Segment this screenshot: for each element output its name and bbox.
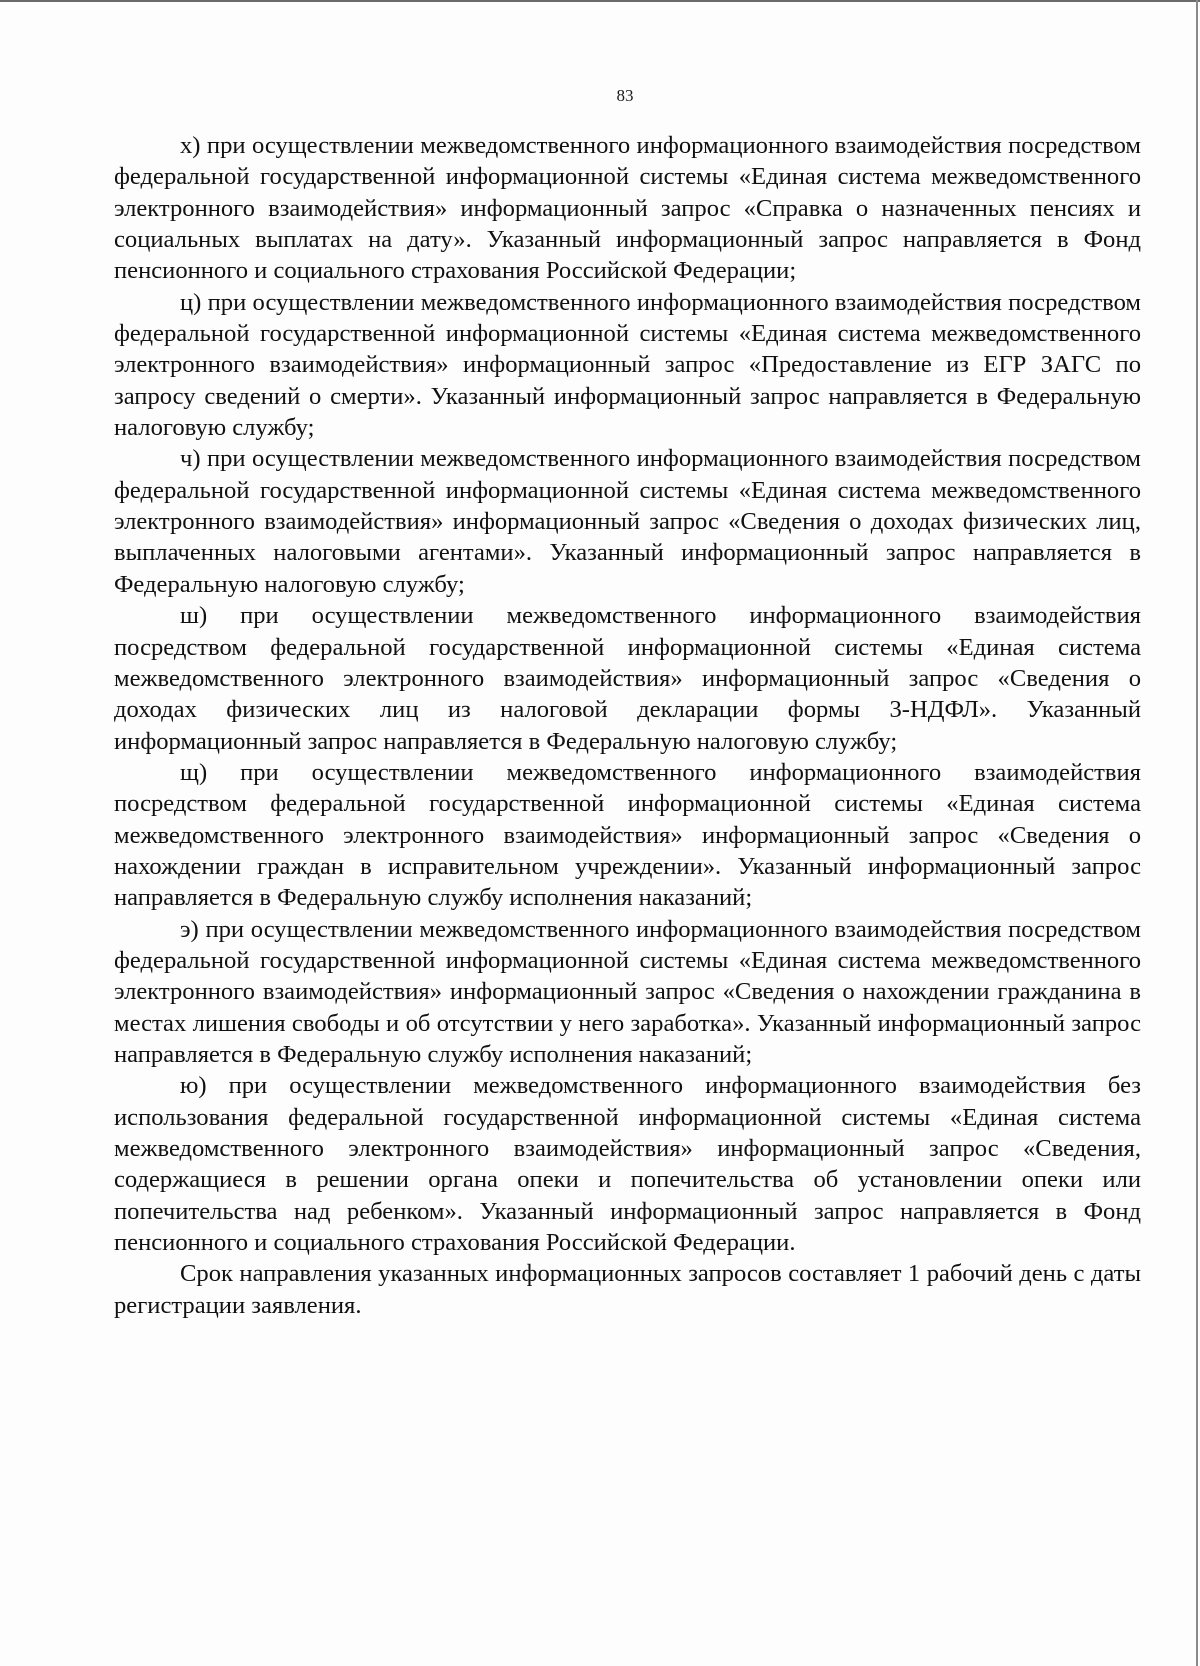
paragraph-shch: щ) при осуществлении межведомственного информационного взаимодействия посредством федеральной государственной информационной системы «Единая система межведомственного электронного взаимодействия» информационный запрос «Сведения о нахождении граждан в исправительном учреждении». Указанный информационный запрос направляется в Федеральную службу исполнения наказаний;: [114, 758, 1141, 912]
scan-edge-right: [1196, 0, 1198, 1666]
paragraph-deadline: Срок направления указанных информационных запросов составляет 1 рабочий день с даты регистрации заявления.: [114, 1260, 1141, 1319]
paragraph-ts: ц) при осуществлении межведомственного информационного взаимодействия посредством федеральной государственной информационной системы «Единая система межведомственного электронного взаимодействия» информационный запрос «Предоставление из ЕГР ЗАГС по запросу сведений о смерти». Указанный информационный запрос направляется в Федеральную налоговую службу;: [114, 288, 1141, 442]
document-body: [114, 130, 1141, 1321]
paragraph-ch: ч) при осуществлении межведомственного информационного взаимодействия посредством федеральной государственной информационной системы «Единая система межведомственного электронного взаимодействия» информационный запрос «Сведения о доходах физических лиц, выплаченных налоговыми агентами». Указанный информационный запрос направляется в Федеральную налоговую службу;: [114, 445, 1141, 598]
paragraph-sh: ш) при осуществлении межведомственного информационного взаимодействия посредством федеральной государственной информационной системы «Единая система межведомственного электронного взаимодействия» информационный запрос «Сведения о доходах физических лиц из налоговой декларации формы 3-НДФЛ». Указанный информационный запрос направляется в Федеральную налоговую службу;: [114, 602, 1141, 755]
page-number: 83: [616, 86, 634, 105]
paragraph-kh: х) при осуществлении межведомственного информационного взаимодействия посредством федеральной государственной информационной системы «Единая система межведомственного электронного взаимодействия» информационный запрос «Справка о назначенных пенсиях и социальных выплатах на дату». Указанный информационный запрос направляется в Фонд пенсионного и социального страхования Российской Федерации;: [114, 132, 1141, 285]
scan-edge-top: [0, 0, 1200, 2]
paragraph-yu: ю) при осуществлении межведомственного информационного взаимодействия без использования федеральной государственной информационной системы «Единая система межведомственного электронного взаимодействия» информационный запрос «Сведения, содержащиеся в решении органа опеки и попечительства об установлении опеки или попечительства над ребенком». Указанный информационный запрос направляется в Фонд пенсионного и социального страхования Российской Федерации.: [114, 1072, 1141, 1257]
paragraph-e: э) при осуществлении межведомственного информационного взаимодействия посредством федеральной государственной информационной системы «Единая система межведомственного электронного взаимодействия» информационный запрос «Сведения о нахождении гражданина в местах лишения свободы и об отсутствии у него заработка». Указанный информационный запрос направляется в Федеральную службу исполнения наказаний;: [114, 915, 1141, 1068]
